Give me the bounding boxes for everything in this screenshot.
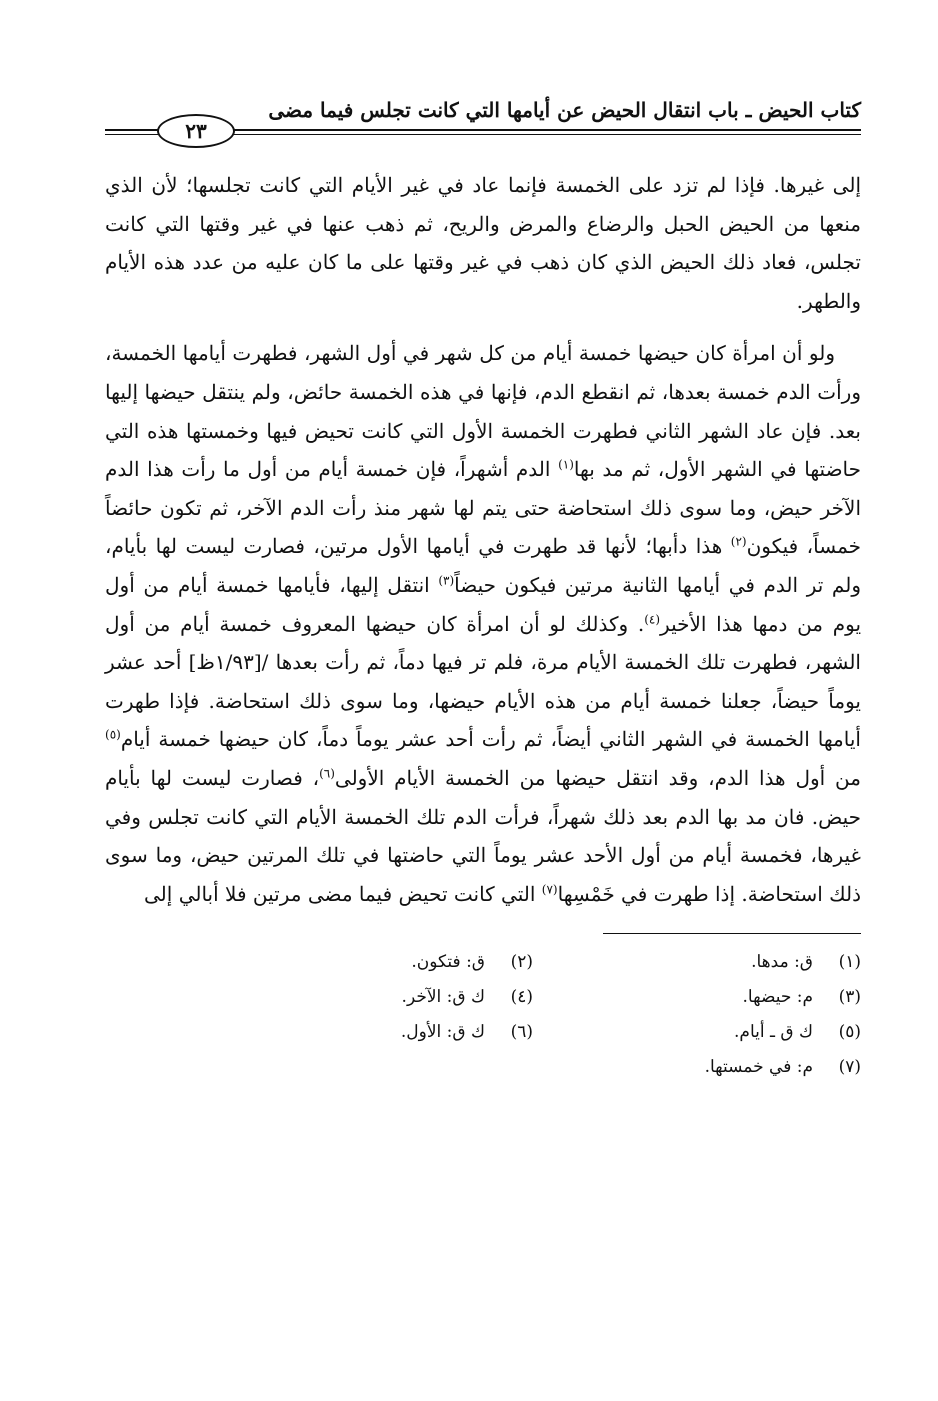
footnote-text: ك ق: الآخر. <box>401 987 485 1008</box>
footnote-number: (٣) <box>838 987 861 1008</box>
footnote-text: م: حيضها. <box>742 987 813 1008</box>
text-segment: انتقل إليها، فأيامها خمسة أيام من أول يوم من دمها هذا الأخير <box>105 572 862 636</box>
footnote-text: م: في خمستها. <box>704 1057 813 1078</box>
footnote-text: ك ق ـ أيام. <box>734 1022 813 1043</box>
footnote-ref-6: (٦) <box>319 766 335 781</box>
footnote-ref-2: (٢) <box>730 534 747 549</box>
footnote-number: (١) <box>838 952 861 973</box>
text-segment: ولو أن امرأة كان حيضها خمسة أيام من كل شهر في أول الشهر، فطهرت أيامها الخمسة، ورأت الدم خمسة بعدها، ثم انقطع الدم، فإنها في هذه الخمسة حائض، ولم ينتقل حيضها إليها بعد. فإن عاد الشهر الثاني فطهرت الخمسة الأول التي كانت تحيض فيها وخمستها هذه التي حاضتها في الشهر الأول، ثم مد بها <box>105 341 862 482</box>
footnote-number: (٧) <box>838 1057 861 1078</box>
page-number: ٢٣ <box>157 114 235 148</box>
footnote-6 <box>205 1018 533 1047</box>
footnote-ref-1: (١) <box>558 457 574 472</box>
footnote-text: ك ق: الأول. <box>400 1022 485 1043</box>
running-title: كتاب الحيض ـ باب انتقال الحيض عن أيامها التي كانت تجلس فيما مضى <box>268 98 861 122</box>
footnote-number: (٤) <box>510 987 533 1008</box>
footnote-7 <box>533 1053 861 1082</box>
book-page <box>105 96 861 1376</box>
text-segment: هذا دأبها؛ لأنها قد طهرت في أيامها الأول مرتين، فصارت ليست لها بأيام، ولم تر الدم في أيامها الثانية مرتين فيكون حيضاً <box>105 534 861 597</box>
footnote-3 <box>533 983 861 1012</box>
running-header <box>105 96 861 144</box>
footnote-number: (٥) <box>838 1022 861 1043</box>
text-segment: من أول هذا الدم، وقد انتقل حيضها من الخمسة الأيام الأولى <box>334 765 861 790</box>
text-segment: الدم أشهراً، فإن خمسة أيام من أول ما رأت هذا الدم الآخر حيض، وما سوى ذلك استحاضة حتى يتم لها شهر منذ رأت الدم الآخر، ثم تكون حائضاً خمساً، فيكون <box>105 457 861 559</box>
text-segment: . وكذلك لو أن امرأة كان حيضها المعروف خمسة أيام من أول الشهر، فطهرت تلك الخمسة الأيام مرة، فلم تر فيها دماً، ثم رأت بعدها /[١/٩٣ظ] أحد عشر يوماً حيضاً، جعلنا خمسة أيام من هذه الأيام حيضها، وما سوى ذلك استحاضة. فإذا طهرت أيامها الخمسة في الشهر الثاني أيضاً، ثم رأت أحد عشر يوماً دماً، كان حيضها خمسة أيام <box>105 611 861 752</box>
footnote-ref-5: (٥) <box>105 727 121 742</box>
footnote-ref-7: (٧) <box>541 882 558 897</box>
footnote-ref-3: (٣) <box>438 573 455 588</box>
paragraph-1: إلى غيرها. فإذا لم تزد على الخمسة فإنما عاد في غير الأيام التي كانت تجلسها؛ لأن الذي منعها من الحيض الحبل والرضاع والمرض والريح، ثم ذهب عنها في غير وقتها التي كانت تجلس، فعاد ذلك الحيض الذي كان ذهب في غير وقتها على ما كان عليه من عدد هذه الأيام والطهر. <box>105 173 861 313</box>
paragraph-2 <box>105 334 861 913</box>
footnote-ref-4: (٤) <box>644 611 661 626</box>
footnote-4 <box>205 983 533 1012</box>
footnote-text: ق: فتكون. <box>411 952 485 973</box>
footnote-1 <box>533 948 861 977</box>
footnote-2 <box>205 948 533 977</box>
footnote-number: (٦) <box>510 1022 533 1043</box>
footnote-text: ق: مدها. <box>751 952 813 973</box>
footnotes <box>105 948 861 1082</box>
footnote-5 <box>533 1018 861 1047</box>
main-text <box>105 166 861 913</box>
text-segment: ، فصارت ليست لها بأيام حيض. فان مد بها الدم بعد ذلك شهراً، فرأت الدم تلك الخمسة الأيام التي كانت تجلس وفي غيرها، فخمسة أيام من أول الأحد عشر يوماً التي حاضتها في تلك المرتين حيض، وما سوى ذلك استحاضة. إذا طهرت في خَمْسِها <box>105 765 861 906</box>
footnote-number: (٢) <box>510 952 533 973</box>
text-segment: التي كانت تحيض فيما مضى مرتين فلا أبالي إلى <box>144 881 542 906</box>
footnote-rule <box>603 933 861 934</box>
